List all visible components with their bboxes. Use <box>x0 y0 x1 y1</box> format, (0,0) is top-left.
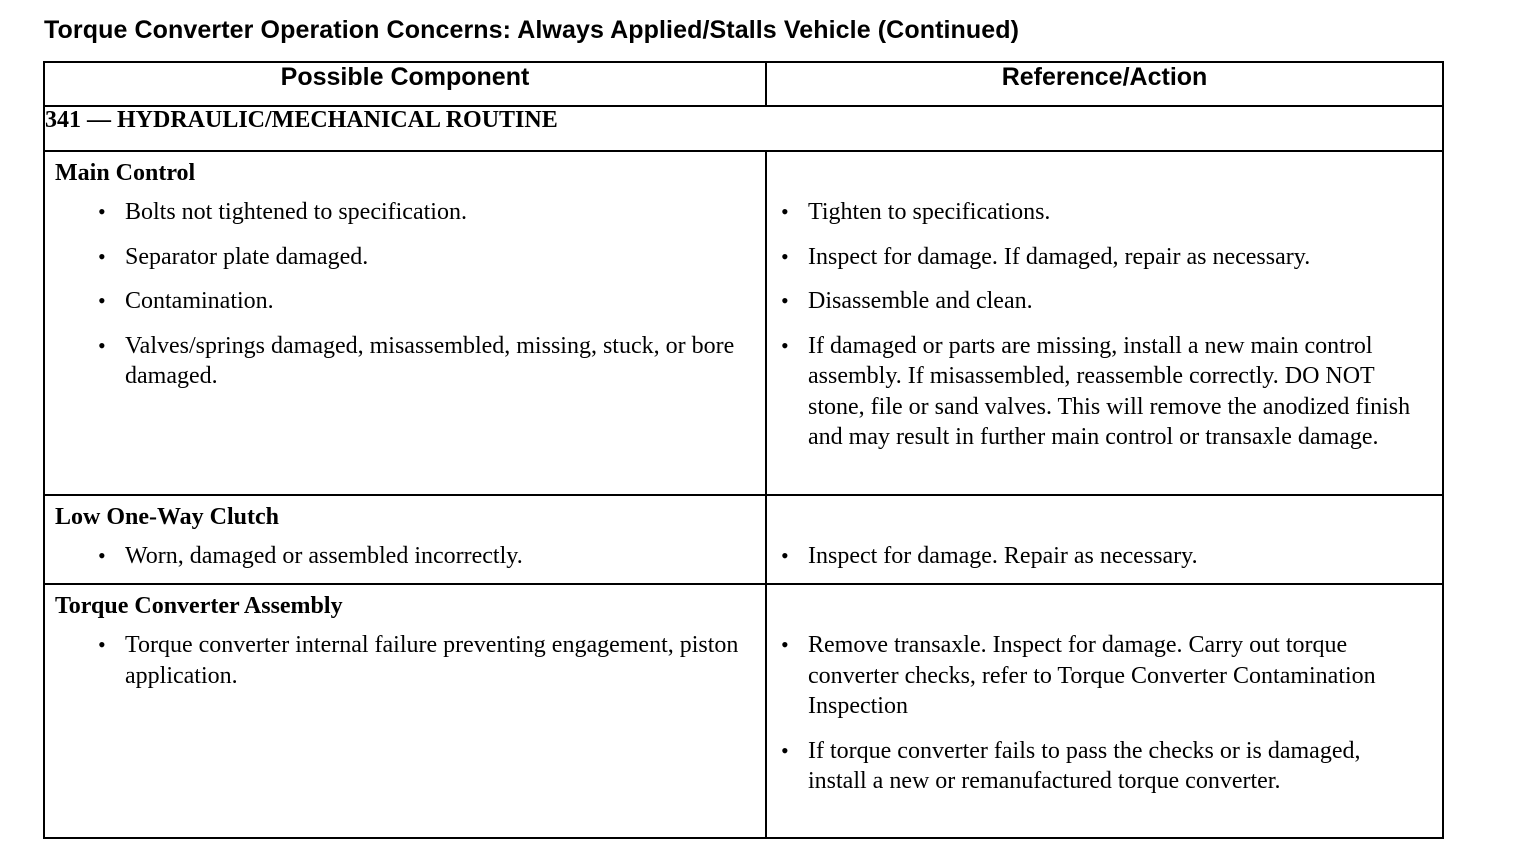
header-possible-component: Possible Component <box>44 62 766 106</box>
action-cell <box>766 495 1443 584</box>
list-item <box>45 541 745 572</box>
bullet-icon: • <box>98 632 106 657</box>
action-text: Inspect for damage. If damaged, repair as necessary. <box>808 243 1311 270</box>
list-item <box>45 331 745 392</box>
table-row <box>44 151 1443 495</box>
cause-text: Bolts not tightened to specification. <box>125 199 467 225</box>
bullet-icon: • <box>98 332 106 358</box>
action-text: Inspect for damage. Repair as necessary. <box>808 543 1198 569</box>
bullet-icon: • <box>781 632 789 657</box>
list-item <box>45 630 745 691</box>
list-item <box>767 541 1422 572</box>
bullet-icon: • <box>781 543 789 568</box>
header-reference-action: Reference/Action <box>766 62 1443 106</box>
cause-text: Torque converter internal failure preventing engagement, piston application. <box>125 632 739 689</box>
list-item <box>767 286 1422 317</box>
bullet-icon: • <box>781 243 789 269</box>
cause-text: Contamination. <box>125 288 274 314</box>
table-row <box>44 495 1443 584</box>
action-list <box>767 541 1442 572</box>
table-row <box>44 584 1443 838</box>
component-title: Main Control <box>55 160 196 186</box>
action-text: If torque converter fails to pass the checks or is damaged, install a new or remanufactured torque converter. <box>808 737 1361 794</box>
table-header-row <box>44 62 1443 106</box>
cause-text: Separator plate damaged. <box>125 243 369 270</box>
list-item <box>767 736 1422 797</box>
component-cell <box>44 151 766 495</box>
list-item <box>767 242 1422 273</box>
bullet-icon: • <box>98 199 106 224</box>
list-item <box>767 331 1422 453</box>
action-text: If damaged or parts are missing, install a new main control assembly. If misassembled, reassemble correctly. DO NOT stone, file or sand valves. This will remove the anodized finish and may result in further main control or transaxle damage. <box>808 332 1411 450</box>
component-cell <box>44 584 766 838</box>
list-item <box>45 286 745 317</box>
action-cell <box>766 151 1443 495</box>
cause-text: Valves/springs damaged, misassembled, missing, stuck, or bore damaged. <box>125 332 735 389</box>
diagnostic-table <box>43 61 1444 839</box>
page-title: Torque Converter Operation Concerns: Always Applied/Stalls Vehicle (Continued) <box>44 16 1020 44</box>
cause-text: Worn, damaged or assembled incorrectly. <box>125 543 523 569</box>
list-item <box>767 197 1422 228</box>
cause-list <box>45 630 765 691</box>
component-cell <box>44 495 766 584</box>
bullet-icon: • <box>98 243 106 269</box>
cause-list <box>45 541 765 572</box>
routine-row <box>44 106 1443 151</box>
cause-list <box>45 197 765 392</box>
action-text: Remove transaxle. Inspect for damage. Carry out torque converter checks, refer to Torque Converter Contamination Inspection <box>808 632 1376 719</box>
action-cell <box>766 584 1443 838</box>
routine-title: 341 — HYDRAULIC/MECHANICAL ROUTINE <box>44 106 1443 151</box>
component-title: Torque Converter Assembly <box>55 593 343 619</box>
bullet-icon: • <box>781 332 789 358</box>
list-item <box>45 242 745 273</box>
list-item <box>45 197 745 228</box>
action-list <box>767 630 1442 797</box>
list-item <box>767 630 1422 722</box>
action-text: Disassemble and clean. <box>808 288 1033 314</box>
bullet-icon: • <box>781 199 789 224</box>
bullet-icon: • <box>781 288 789 313</box>
bullet-icon: • <box>781 737 789 763</box>
action-list <box>767 197 1442 453</box>
component-title: Low One-Way Clutch <box>55 504 280 530</box>
action-text: Tighten to specifications. <box>808 199 1051 225</box>
bullet-icon: • <box>98 543 106 568</box>
bullet-icon: • <box>98 288 106 313</box>
